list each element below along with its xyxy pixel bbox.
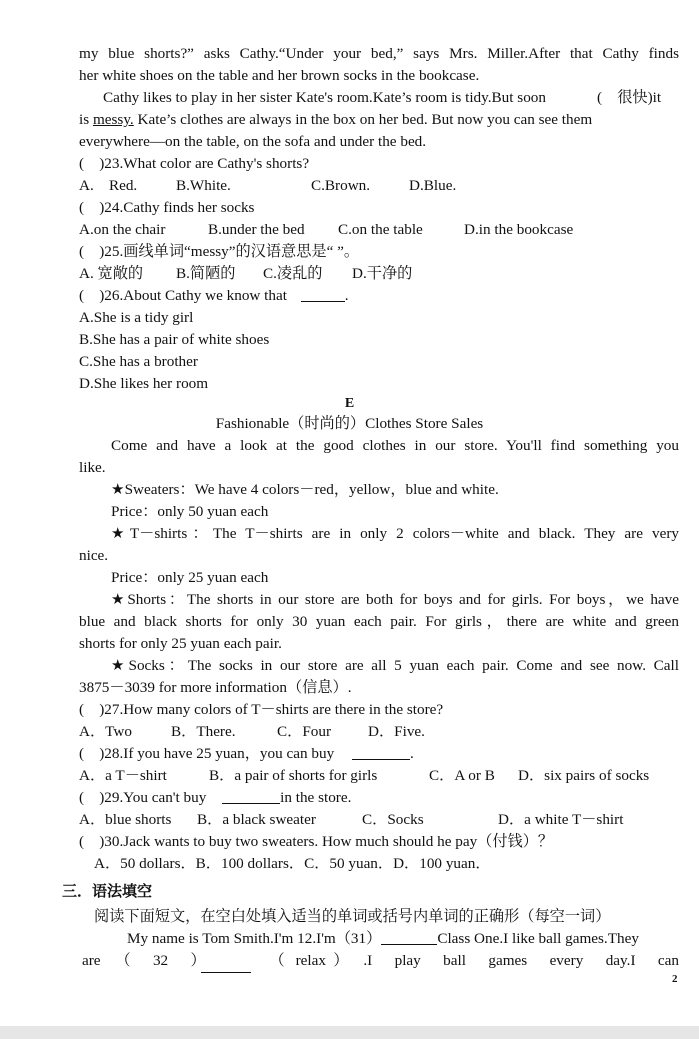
passage-line: like. xyxy=(79,459,106,476)
answer-blank-32[interactable] xyxy=(201,958,251,973)
passage-line: are （ 32 ） （ relax ） .I play ball games every day.I can xyxy=(82,952,679,969)
underlined-word-messy: messy. xyxy=(92,111,134,128)
section-e-title: Fashionable（时尚的）Clothes Store Sales xyxy=(215,415,484,432)
question-25: ( )25.画线单词“messy”的汉语意思是“ ”。 xyxy=(79,243,360,260)
ad-item-shorts: ★Shorts：The shorts in our store are both for boys and for girls. For boys，we have xyxy=(111,591,679,608)
question-28: ( )28.If you have 25 yuan，you can buy . xyxy=(79,745,414,762)
question-29: ( )29.You can't buy in the store. xyxy=(79,789,352,806)
question-29-options: A．blue shorts B．a black sweater C．Socks D．a white T－shirt xyxy=(79,811,624,828)
question-26-option: D.She likes her room xyxy=(79,375,209,392)
answer-blank[interactable] xyxy=(352,744,410,760)
answer-blank-31[interactable] xyxy=(381,929,437,945)
section-3-heading: 三．语法填空 xyxy=(62,882,153,900)
question-26: ( )26.About Cathy we know that . xyxy=(79,287,349,304)
passage-line: 3875－3039 for more information（信息）. xyxy=(79,679,352,696)
passage-line: is messy. Kate’s clothes are always in the box on her bed. But now you can see them xyxy=(79,111,593,128)
question-25-options: A. 宽敞的 B.简陋的 C.凌乱的 D.干净的 xyxy=(79,265,413,282)
ad-item-tshirts: ★T－shirts：The T－shirts are in only 2 colors－white and black. They are very xyxy=(111,525,679,542)
passage-line: blue and black shorts for only 30 yuan each pair. For girls，there are white and green xyxy=(79,613,679,630)
question-23-options: A. Red. B.White. C.Brown. D.Blue. xyxy=(79,177,457,194)
question-30-options: A．50 dollars．B．100 dollars．C．50 yuan．D．100 yuan． xyxy=(94,855,491,872)
question-26-option: C.She has a brother xyxy=(79,353,198,370)
passage-line: Come and have a look at the good clothes in our store. You'll find something you xyxy=(111,437,679,454)
passage-line: shorts for only 25 yuan each pair. xyxy=(79,635,282,652)
question-26-option: A.She is a tidy girl xyxy=(79,309,194,326)
passage-line: My name is Tom Smith.I'm 12.I'm（31） Class One.I like ball games.They xyxy=(127,930,639,947)
question-24-options: A.on the chair B.under the bed C.on the table D.in the bookcase xyxy=(79,221,574,238)
section-e-heading: E xyxy=(344,396,355,411)
question-30: ( )30.Jack wants to buy two sweaters. How much should he pay（付钱）？ xyxy=(79,833,554,850)
question-27: ( )27.How many colors of T－shirts are there in the store? xyxy=(79,701,444,718)
passage-line: nice. xyxy=(79,547,109,564)
passage-line: Cathy likes to play in her sister Kate's room.Kate’s room is tidy.But soon ( 很快)it xyxy=(103,89,662,106)
passage-line: her white shoes on the table and her brown socks in the bookcase. xyxy=(79,67,480,84)
answer-blank[interactable] xyxy=(222,788,280,804)
answer-blank[interactable] xyxy=(301,286,345,302)
question-28-options: A．a T－shirt B．a pair of shorts for girls C．A or B D．six pairs of socks xyxy=(79,767,650,784)
passage-line: my blue shorts?” asks Cathy.“Under your bed,” says Mrs. Miller.After that Cathy finds xyxy=(79,45,679,62)
question-27-options: A．Two B．There. C．Four D．Five. xyxy=(79,723,425,740)
passage-line: everywhere—on the table, on the sofa and under the bed. xyxy=(79,133,427,150)
ad-item-sweaters: ★Sweaters：We have 4 colors－red，yellow，blue and white. xyxy=(111,481,499,498)
ad-price: Price：only 50 yuan each xyxy=(111,503,269,520)
question-23: ( )23.What color are Cathy's shorts? xyxy=(79,155,310,172)
ad-item-socks: ★Socks：The socks in our store are all 5 yuan each pair. Come and see now. Call xyxy=(111,657,679,674)
question-24: ( )24.Cathy finds her socks xyxy=(79,199,255,216)
ad-price: Price：only 25 yuan each xyxy=(111,569,269,586)
page-number: 2 xyxy=(672,973,678,985)
grammar-instruction: 阅读下面短文，在空白处填入适当的单词或括号内单词的正确形（每空一词） xyxy=(94,908,611,925)
question-26-option: B.She has a pair of white shoes xyxy=(79,331,270,348)
